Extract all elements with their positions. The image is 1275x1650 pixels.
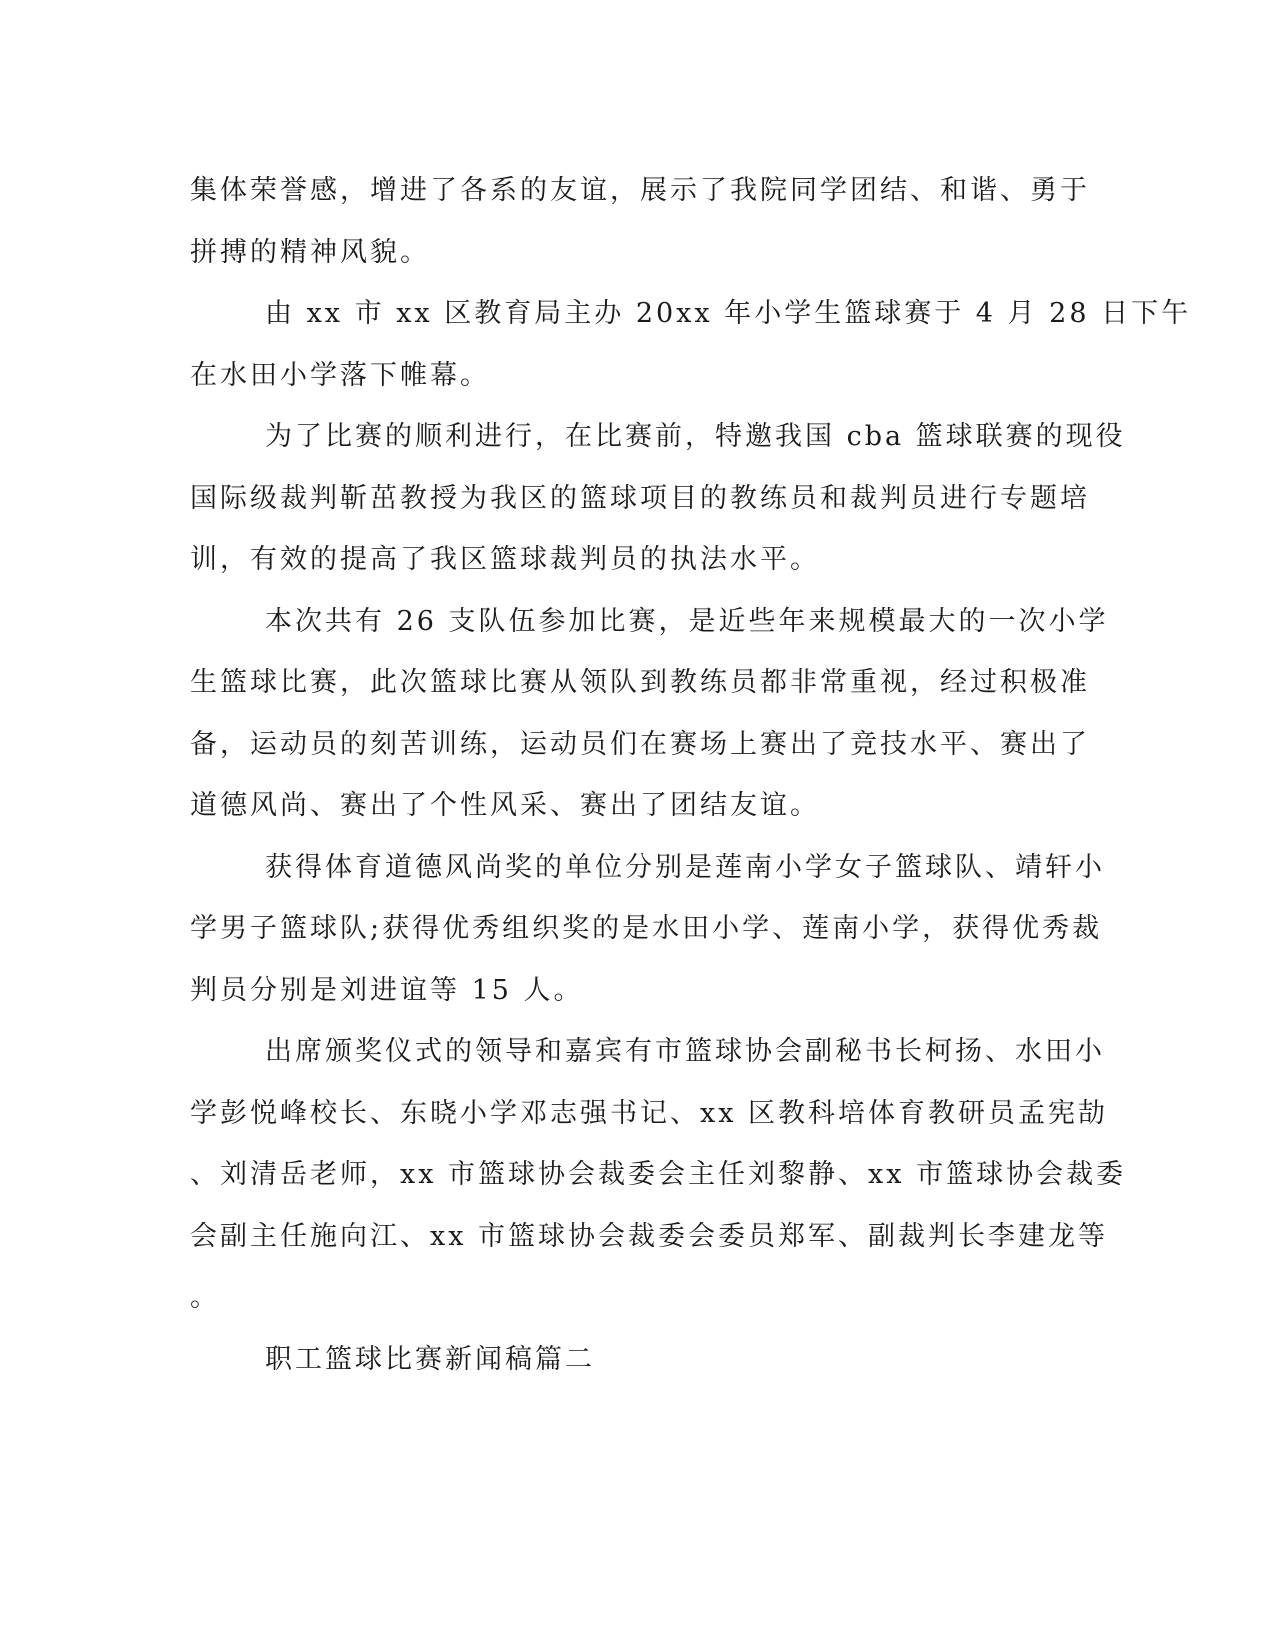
paragraph-5 [190,837,1105,1022]
paragraph-2 [190,283,1192,406]
section-heading [190,1329,1070,1391]
text-line: 道德风尚、赛出了个性风采、赛出了团结友谊。 [190,790,820,821]
text-line: 、刘清岳老师，xx 市篮球协会裁委会主任刘黎静、xx 市篮球协会裁委 [190,1159,1127,1190]
paragraph-4 [190,591,1109,837]
text-line: 出席颁奖仪式的领导和嘉宾有市篮球协会副秘书长柯扬、水田小 [265,1036,1105,1067]
paragraph-3 [190,406,1126,591]
text-line: 获得体育道德风尚奖的单位分别是莲南小学女子篮球队、靖轩小 [265,851,1105,883]
text-line: 备，运动员的刻苦训练，运动员们在赛场上赛出了竞技水平、赛出了 [190,728,1090,760]
text-line: 集体荣誉感，增进了各系的友谊，展示了我院同学团结、和谐、勇于 [190,175,1090,206]
text-line: 拼搏的精神风貌。 [190,236,430,268]
text-line: 会副主任施向江、xx 市篮球协会裁委会委员郑军、副裁判长李建龙等 [190,1220,1109,1252]
text-line: 学男子篮球队;获得优秀组织奖的是水田小学、莲南小学，获得优秀裁 [190,913,1103,944]
text-line: 学彭悦峰校长、东晓小学邓志强书记、xx 区教科培体育教研员孟宪劼 [190,1097,1109,1129]
text-line: 为了比赛的顺利进行，在比赛前，特邀我国 cba 篮球联赛的现役 [265,421,1126,452]
text-line: 由 xx 市 xx 区教育局主办 20xx 年小学生篮球赛于 4 月 28 日下午 [265,298,1192,329]
text-line: 职工篮球比赛新闻稿篇二 [265,1343,595,1375]
text-line: 本次共有 26 支队伍参加比赛，是近些年来规模最大的一次小学 [265,605,1109,637]
text-line: 生篮球比赛，此次篮球比赛从领队到教练员都非常重视，经过积极准 [190,667,1090,698]
paragraph-6 [190,1021,1127,1329]
paragraph-1 [190,160,1090,283]
document-body [190,160,1192,1390]
text-line: 。 [190,1282,220,1313]
text-line: 在水田小学落下帷幕。 [190,359,490,391]
text-line: 训，有效的提高了我区篮球裁判员的执法水平。 [190,544,820,575]
text-line: 判员分别是刘进谊等 15 人。 [190,974,584,1006]
text-line: 国际级裁判靳茁教授为我区的篮球项目的教练员和裁判员进行专题培 [190,482,1090,514]
